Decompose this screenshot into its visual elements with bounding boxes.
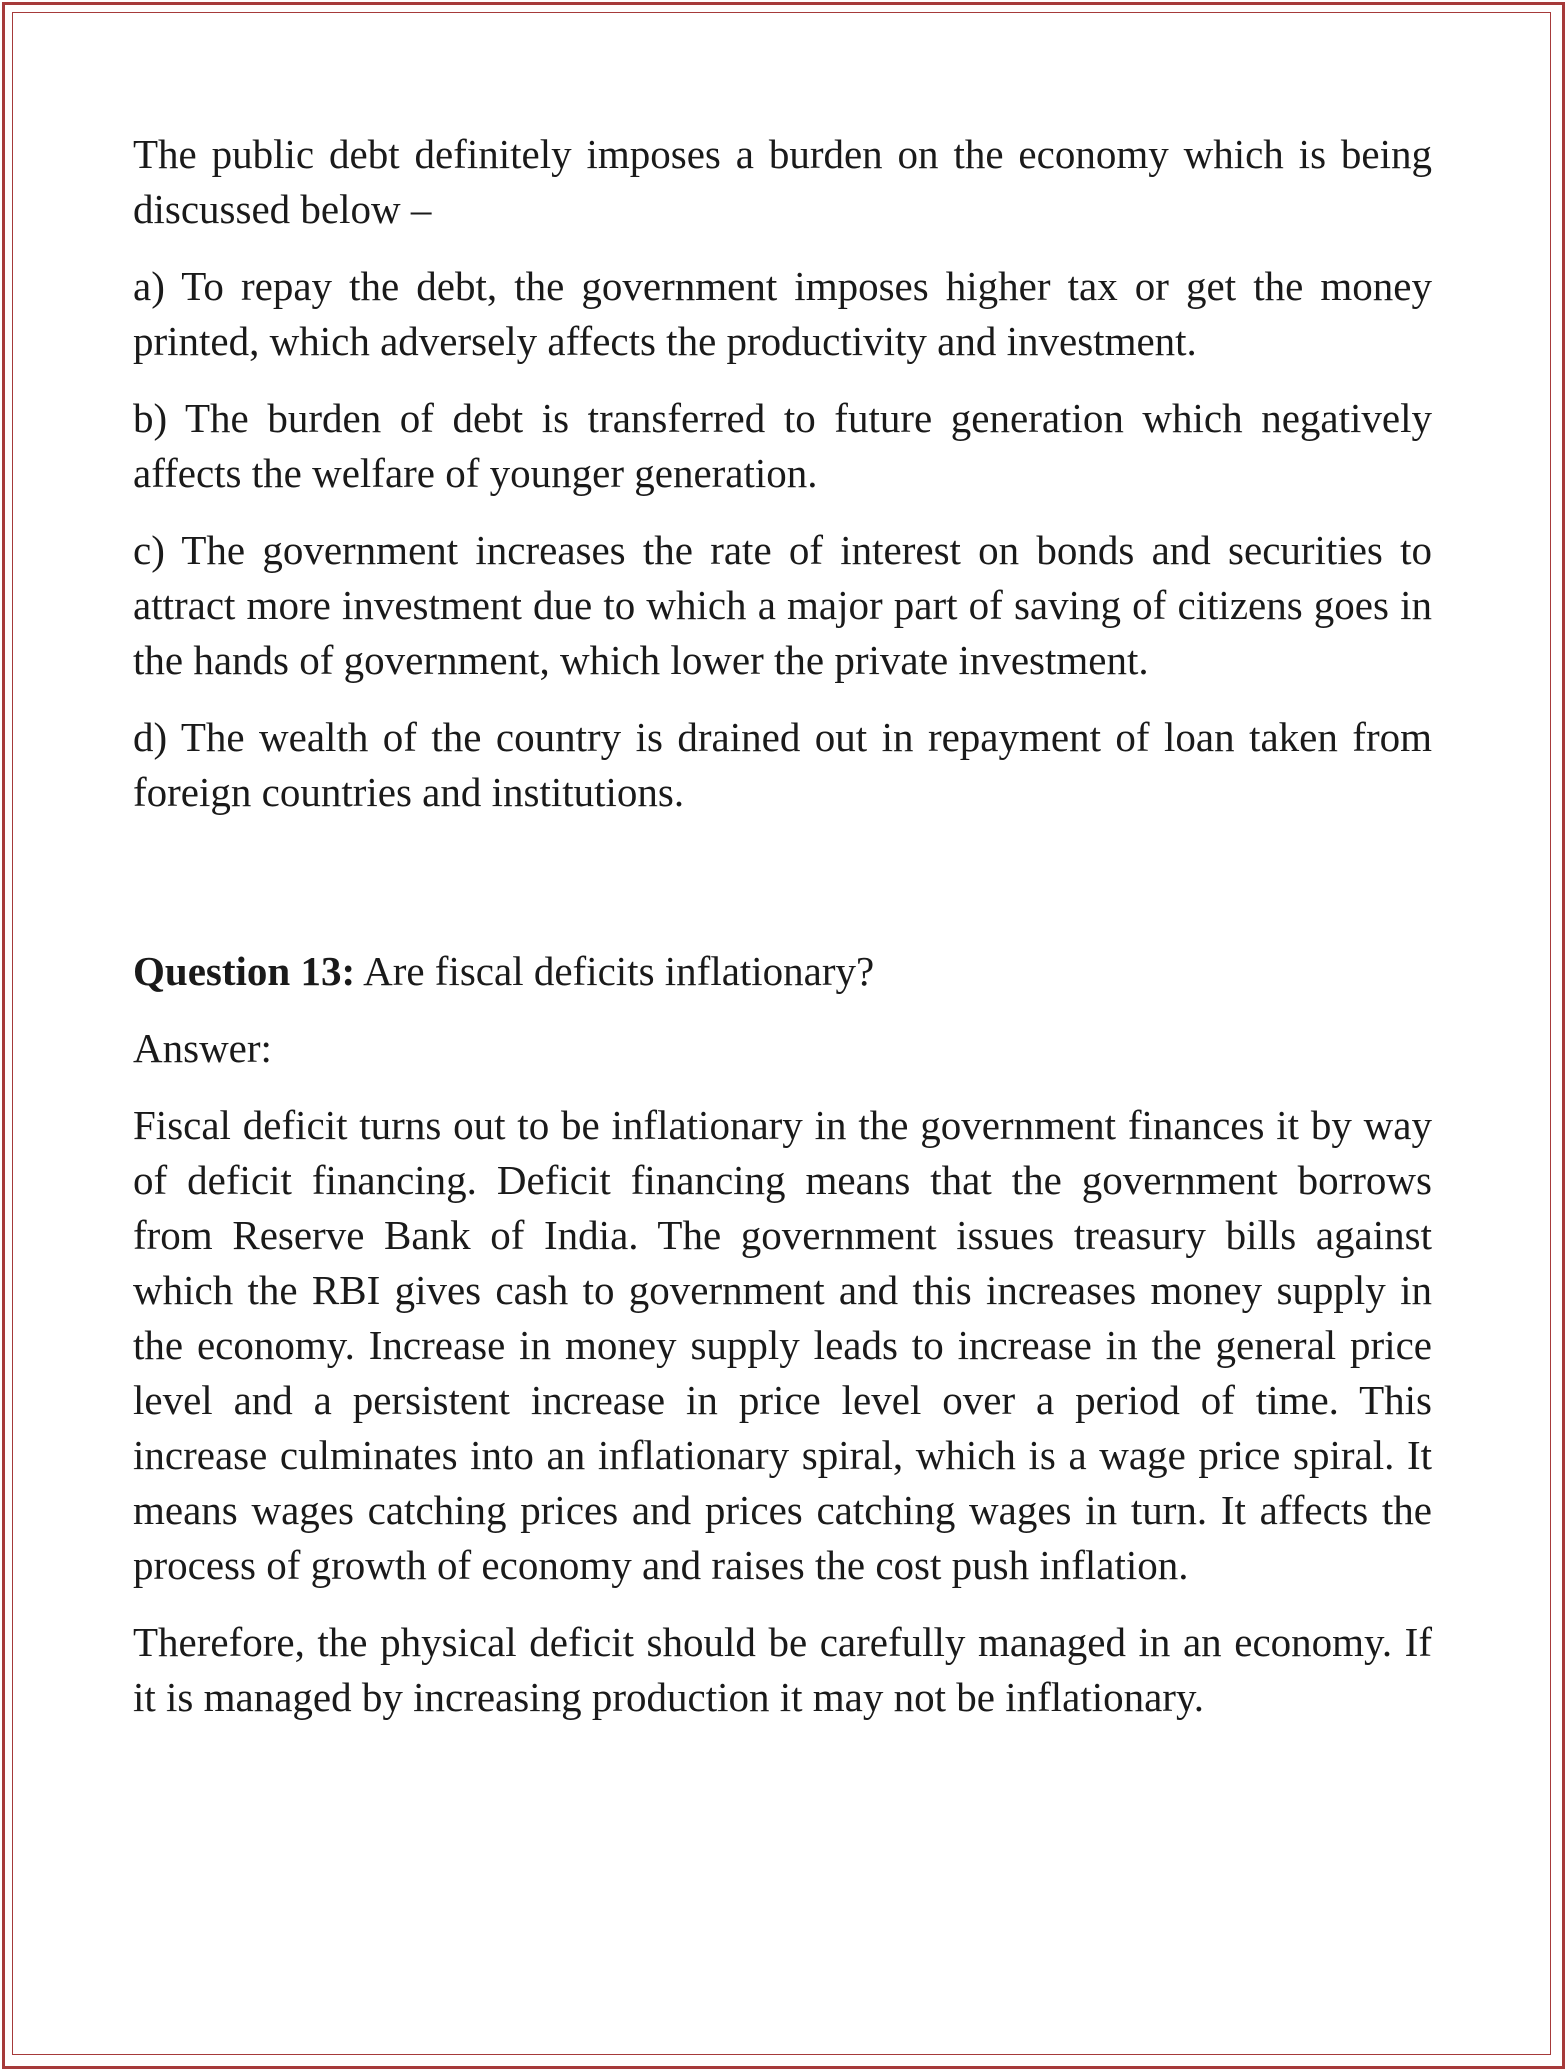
answer-paragraph-2: Therefore, the physical deficit should be carefully managed in an economy. If it is managed by increasing production it may not be inflationary. bbox=[133, 1619, 1432, 1720]
point-a: a) To repay the debt, the government imposes higher tax or get the money printed, which adversely affects the productivity and investment. bbox=[133, 263, 1432, 364]
intro-paragraph: The public debt definitely imposes a burden on the economy which is being discussed below – bbox=[133, 131, 1432, 232]
answer-label: Answer: bbox=[133, 1025, 272, 1071]
question-heading bbox=[133, 944, 1432, 999]
question-label: Question 13: bbox=[133, 948, 356, 994]
point-d: d) The wealth of the country is drained out in repayment of loan taken from foreign countries and institutions. bbox=[133, 714, 1432, 815]
document-body bbox=[133, 127, 1432, 1747]
point-b: b) The burden of debt is transferred to future generation which negatively affects the welfare of younger generation. bbox=[133, 395, 1432, 496]
question-text: Are fiscal deficits inflationary? bbox=[355, 948, 875, 994]
point-c: c) The government increases the rate of interest on bonds and securities to attract more investment due to which a major part of saving of citizens goes in the hands of government, which lower the private investment. bbox=[133, 527, 1432, 683]
answer-paragraph-1: Fiscal deficit turns out to be inflationary in the government finances it by way of deficit financing. Deficit financing means that the government borrows from Reserve Bank of India. The government issues treasury bills against which the RBI gives cash to government and this increases money supply in the economy. Increase in money supply leads to increase in the general price level and a persistent increase in price level over a period of time. This increase culminates into an inflationary spiral, which is a wage price spiral. It means wages catching prices and prices catching wages in turn. It affects the process of growth of economy and raises the cost push inflation. bbox=[133, 1102, 1432, 1588]
